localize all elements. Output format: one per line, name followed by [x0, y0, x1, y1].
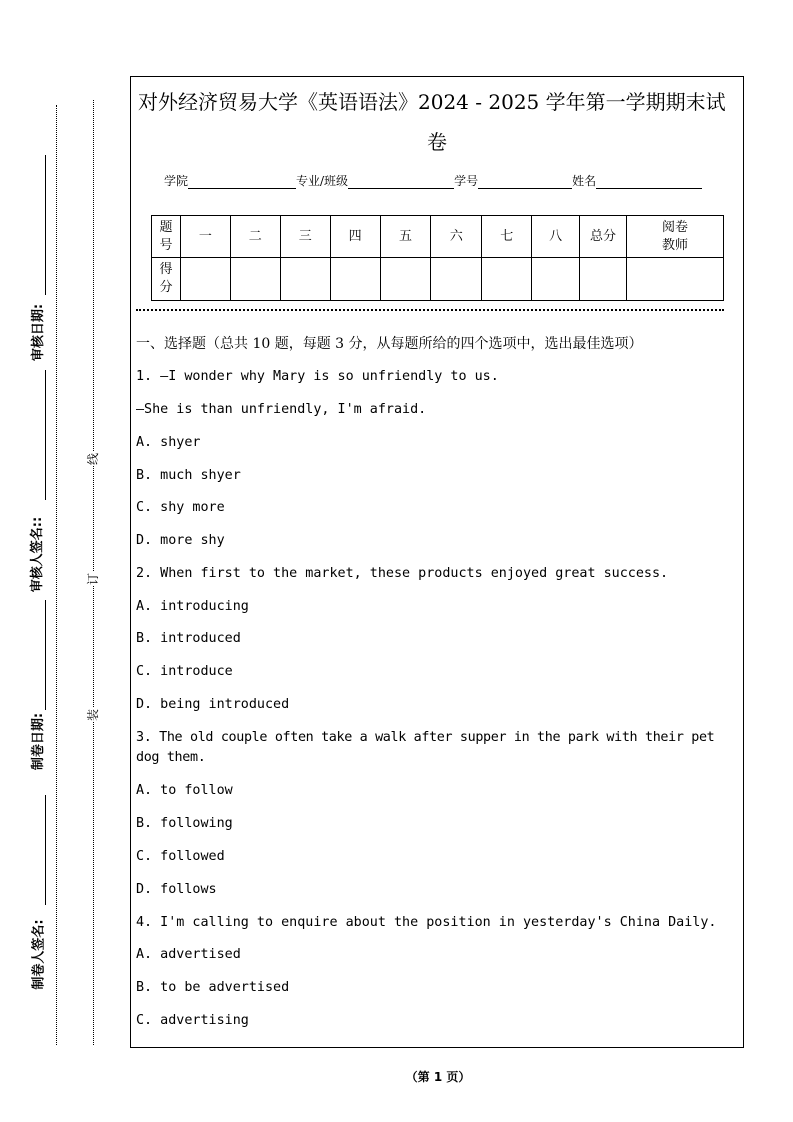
reviewer-sign-field-line	[45, 370, 46, 500]
score-cell[interactable]	[180, 258, 230, 301]
score-cell[interactable]	[380, 258, 431, 301]
score-cell[interactable]	[580, 258, 627, 301]
exam-title-line2: 卷	[427, 130, 447, 154]
score-table	[151, 215, 724, 301]
name-label: 姓名	[572, 174, 597, 188]
q4-option-b[interactable]: B. to be advertised	[136, 980, 290, 995]
maker-sign-field-line	[45, 795, 46, 905]
student-info-row	[164, 172, 702, 189]
section-separator	[136, 309, 724, 311]
score-cell[interactable]	[626, 258, 723, 301]
page-number: （第 1 页）	[405, 1070, 471, 1084]
name-blank[interactable]	[596, 176, 702, 189]
q4-stem: 4. I'm calling to enquire about the position in yesterday's China Daily.	[136, 915, 717, 930]
q1-option-a[interactable]: A. shyer	[136, 435, 201, 450]
score-header-cell: 七	[482, 216, 532, 258]
make-date-field-line	[45, 600, 46, 710]
score-header-cell: 总分	[580, 216, 627, 258]
score-row-label: 得分	[152, 258, 181, 301]
q1-stem: 1. —I wonder why Mary is so unfriendly to us.	[136, 369, 499, 384]
q1-option-b[interactable]: B. much shyer	[136, 468, 241, 483]
q2-option-c[interactable]: C. introduce	[136, 664, 233, 679]
score-header-cell: 三	[280, 216, 330, 258]
student-id-blank[interactable]	[478, 176, 572, 189]
q2-option-d[interactable]: D. being introduced	[136, 697, 290, 712]
make-date-label: 制卷日期:	[31, 712, 47, 771]
q2-stem: 2. When first to the market, these products enjoyed great success.	[136, 566, 669, 581]
q4-option-c[interactable]: C. advertising	[136, 1013, 249, 1028]
q1-stem-reply: —She is than unfriendly, I'm afraid.	[136, 402, 427, 417]
q3-stem: 3. The old couple often take a walk after supper in the park with their pet dog them.	[136, 730, 715, 765]
college-label: 学院	[164, 174, 189, 188]
major-blank[interactable]	[348, 176, 454, 189]
q4-option-a[interactable]: A. advertised	[136, 947, 241, 962]
q2-option-a[interactable]: A. introducing	[136, 599, 249, 614]
score-header-cell: 八	[532, 216, 580, 258]
score-header-cell: 阅卷教师	[626, 216, 723, 258]
q2-option-b[interactable]: B. introduced	[136, 631, 241, 646]
review-date-field-line	[45, 155, 46, 295]
binding-dotted-line-outer	[56, 105, 57, 1045]
score-cell[interactable]	[532, 258, 580, 301]
binding-char-ding: 订	[86, 573, 100, 586]
maker-sign-label: 制卷人签名:	[31, 919, 47, 990]
score-cell[interactable]	[431, 258, 482, 301]
score-header-cell: 一	[180, 216, 230, 258]
score-header-cell: 六	[431, 216, 482, 258]
q1-option-d[interactable]: D. more shy	[136, 533, 225, 548]
score-header-cell: 五	[380, 216, 431, 258]
q1-option-c[interactable]: C. shy more	[136, 500, 225, 515]
review-date-label: 审核日期:	[31, 303, 47, 362]
score-cell[interactable]	[230, 258, 280, 301]
q3-option-b[interactable]: B. following	[136, 816, 233, 831]
binding-char-xian: 线	[86, 453, 100, 466]
binding-char-zhuang: 装	[86, 709, 100, 722]
score-header-cell: 四	[330, 216, 380, 258]
score-cell[interactable]	[482, 258, 532, 301]
reviewer-sign-label: 审核人签名::	[30, 516, 46, 593]
score-header-cell: 二	[230, 216, 280, 258]
q3-option-a[interactable]: A. to follow	[136, 783, 233, 798]
section1-heading: 一、选择题（总共 10 题，每题 3 分，从每题所给的四个选项中，选出最佳选项）	[136, 336, 643, 352]
q3-option-d[interactable]: D. follows	[136, 882, 217, 897]
score-header-cell: 题号	[152, 216, 181, 258]
student-id-label: 学号	[454, 174, 479, 188]
college-blank[interactable]	[188, 176, 296, 189]
score-cell[interactable]	[330, 258, 380, 301]
score-cell[interactable]	[280, 258, 330, 301]
q3-option-c[interactable]: C. followed	[136, 849, 225, 864]
exam-title-line1: 对外经济贸易大学《英语语法》2024 - 2025 学年第一学期期末试	[138, 90, 726, 114]
major-label: 专业/班级	[296, 174, 349, 188]
